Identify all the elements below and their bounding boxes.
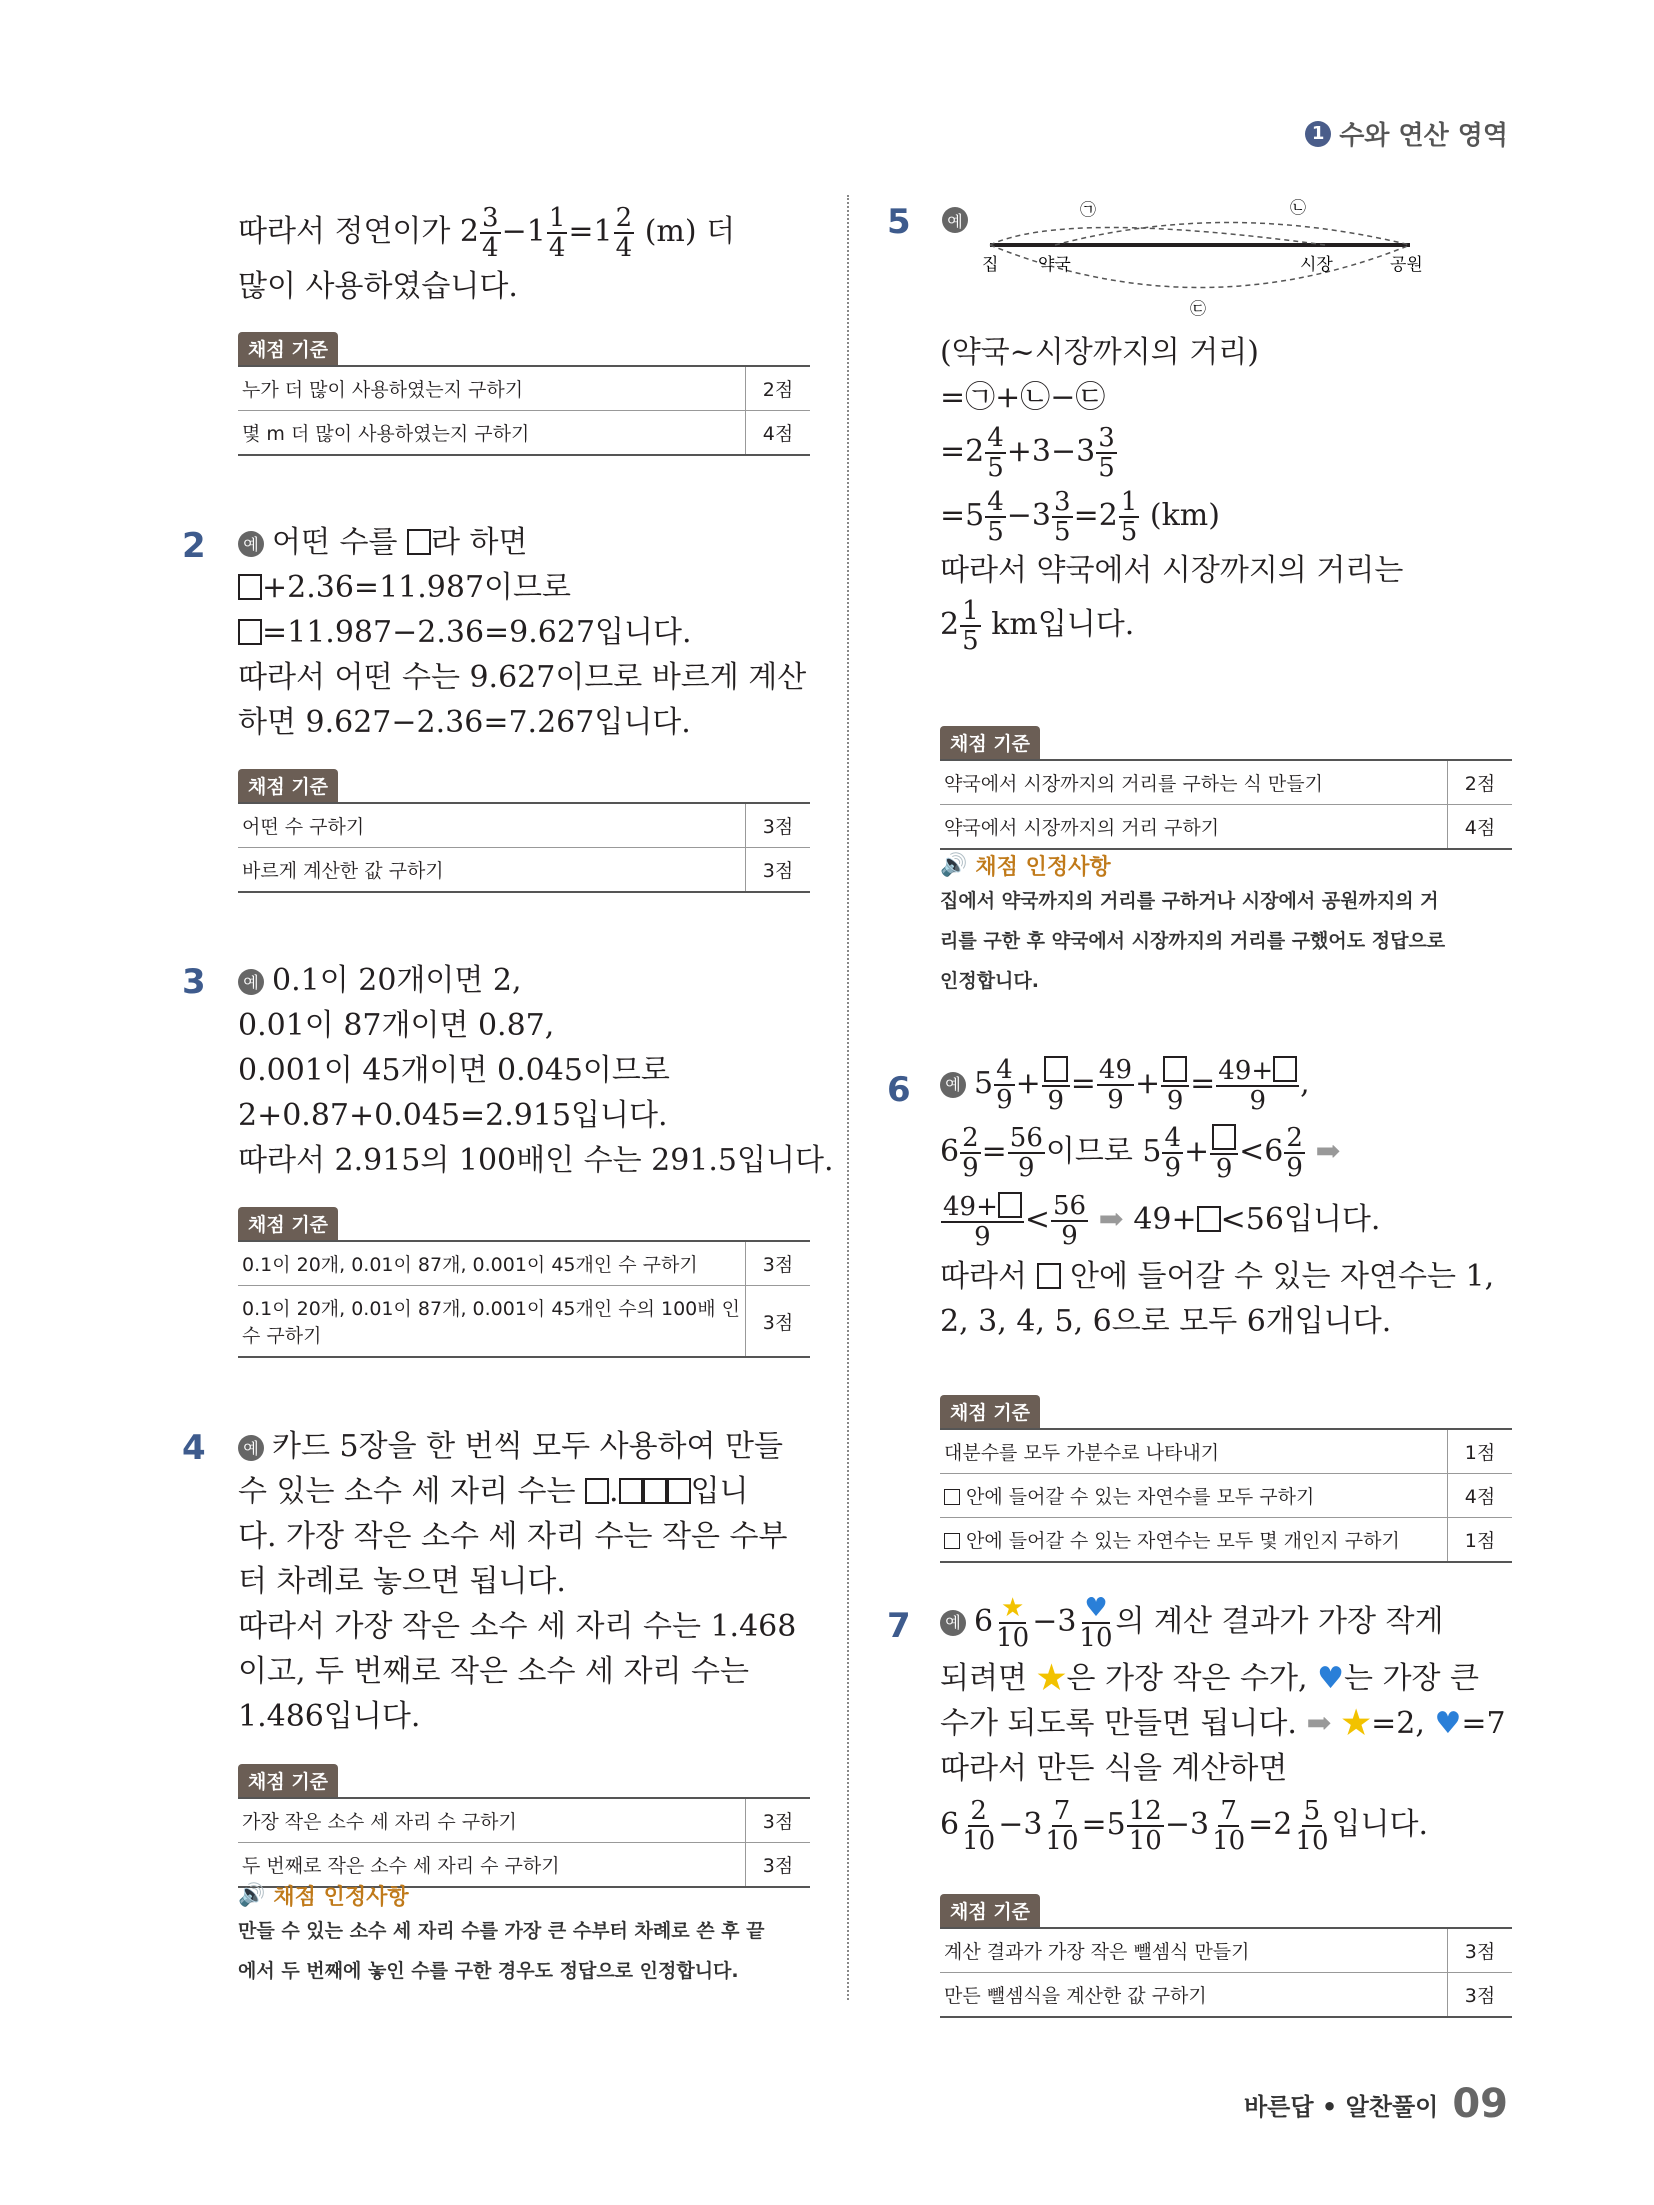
table-row: 가장 작은 소수 세 자리 수 구하기 3점 [238,1798,810,1843]
table-row: 대분수를 모두 가분수로 나타내기 1점 [940,1429,1512,1474]
table-row: 누가 더 많이 사용하였는지 구하기 2점 [238,366,810,411]
table-row: 몇 m 더 많이 사용하였는지 구하기 4점 [238,411,810,456]
q6-solution: 예 5 $\frac{4}{9}$ + 9 = $\frac{49}{9}$ + 9 = $\frac{49+}{9}$ , 6 $\frac{2}{9}$ = $\frac{56}{9}$ 이므로 5 $\frac{4}{9}$ + 9 <6 $\frac{2}{9}$ ➡ $\frac{49+}{9}$ < $\frac{56}{9}$ ➡ 49+ <56입니다. 따라서 안에 들어갈 수 있는 자연수는 1, 2, 3, 4, 5, 6으로 모두 6개입니다. [940,1055,1495,1339]
q5-criteria: 채점 기준 약국에서 시장까지의 거리를 구하는 식 만들기 2점 약국에서 시장까지의 거리 구하기 4점 [940,726,1512,850]
table-row: 안에 들어갈 수 있는 자연수는 모두 몇 개인지 구하기 1점 [940,1518,1512,1563]
label-market: 시장 [1300,255,1333,275]
star-icon: ★ [1036,1661,1067,1696]
table-row: 바르게 계산한 값 구하기 3점 [238,848,810,893]
distance-diagram [980,190,1440,330]
q4-solution: 예 카드 5장을 한 번씩 모두 사용하여 만들 수 있는 소수 세 자리 수는 . 입니 다. 가장 작은 소수 세 자리 수는 작은 수부 터 차례로 놓으면 됩니다. 따라서 가장 작은 소수 세 자리 수는 1.468 이고, 두 번째로 작은 소수 세 자리 수는 1.486입니다. [238,1429,797,1734]
footer-label: 바른답 • 알찬풀이 [1243,2092,1439,2121]
q7-solution: 예 6 $\frac{★}{10}$ −3 $\frac{♥}{10}$ 의 계산 결과가 가장 작게 되려면 ★은 가장 작은 수가, ♥는 가장 큰 수가 되도록 만들면 됩니다. ➡ ★=2, ♥=7 따라서 만든 식을 계산하면 6 $\frac{2}{10}$ −3 $\frac{7}{10}$ =5 $\frac{12}{10}$ −3 $\frac{7}{10}$ =2 $\frac{5}{10}$ 입니다. [940,1593,1506,1856]
q5-recognition: 🔊 채점 인정사항 집에서 약국까지의 거리를 구하거나 시장에서 공원까지의 거 리를 구한 후 약국에서 시장까지의 거리를 구했어도 정답으로 인정합니다. [940,853,1446,992]
label-b: ㉡ [1290,198,1307,217]
q7-criteria: 채점 기준 계산 결과가 가장 작은 뺄셈식 만들기 3점 만든 뺄셈식을 계산한 값 구하기 3점 [940,1894,1512,2018]
question-number: 5 [887,202,911,242]
arrow-right-icon: ➡ [1306,1706,1332,1741]
label-a: ㉠ [1080,200,1097,219]
q3-solution: 예 0.1이 20개이면 2, 0.01이 87개이면 0.87, 0.001이 45개이면 0.045이므로 2+0.87+0.045=2.915입니다. 따라서 2.915의 100배인 수는 291.5입니다. [238,963,834,1178]
label-home: 집 [982,255,999,275]
page-number: 09 [1452,2081,1508,2127]
q2-criteria: 채점 기준 어떤 수 구하기 3점 바르게 계산한 값 구하기 3점 [238,769,810,893]
table-row: 어떤 수 구하기 3점 [238,803,810,848]
q4-recognition: 🔊 채점 인정사항 만들 수 있는 소수 세 자리 수를 가장 큰 수부터 차례로 쓴 후 끝 에서 두 번째에 놓인 수를 구한 경우도 정답으로 인정합니다. [238,1883,765,1982]
q3-criteria: 채점 기준 0.1이 20개, 0.01이 87개, 0.001이 45개인 수 구하기 3점 0.1이 20개, 0.01이 87개, 0.001이 45개인 수의 100배 인 수 구하기 3점 [238,1207,810,1358]
arrow-right-icon: ➡ [1098,1202,1124,1237]
q4-criteria: 채점 기준 가장 작은 소수 세 자리 수 구하기 3점 두 번째로 작은 소수 세 자리 수 구하기 3점 [238,1764,810,1888]
section-title: 수와 연산 영역 [1339,121,1508,151]
question-number: 6 [887,1070,911,1110]
question-number: 2 [182,526,206,566]
arrow-right-icon: ➡ [1315,1134,1341,1169]
table-row: 계산 결과가 가장 작은 뺄셈식 만들기 3점 [940,1928,1512,1973]
question-number: 7 [887,1606,911,1646]
heart-icon: ♥ [1317,1661,1344,1696]
criteria-tag: 채점 기준 [238,332,338,365]
speaker-icon: 🔊 [940,853,968,878]
table-row: 약국에서 시장까지의 거리를 구하는 식 만들기 2점 [940,760,1512,805]
label-park: 공원 [1390,255,1423,275]
speaker-icon: 🔊 [238,1883,266,1908]
table-row: 만든 뺄셈식을 계산한 값 구하기 3점 [940,1973,1512,2018]
label-c: ㉢ [1190,299,1207,318]
table-row: 두 번째로 작은 소수 세 자리 수 구하기 3점 [238,1843,810,1888]
label-pharmacy: 약국 [1038,255,1071,275]
q6-criteria: 채점 기준 대분수를 모두 가분수로 나타내기 1점 안에 들어갈 수 있는 자연수를 모두 구하기 4점 안에 들어갈 수 있는 자연수는 모두 몇 개인지 구하기 1점 [940,1395,1512,1563]
table-row: 안에 들어갈 수 있는 자연수를 모두 구하기 4점 [940,1474,1512,1518]
section-header [1305,115,1508,152]
question-number: 3 [182,962,206,1002]
q1-criteria [238,332,810,456]
column-divider [847,195,849,2000]
example-mark: 예 [238,531,264,557]
page-footer [1244,2081,1508,2127]
section-number: 1 [1305,121,1331,147]
table-row: 0.1이 20개, 0.01이 87개, 0.001이 45개인 수의 100배 인 수 구하기 3점 [238,1286,810,1358]
q2-solution: 예 어떤 수를 라 하면 +2.36=11.987이므로 =11.987−2.36=9.627입니다. 따라서 어떤 수는 9.627이므로 바르게 계산 하면 9.627−2.36=7.267입니다. [238,525,807,740]
q1-solution: 따라서 정연이가 2 $\frac{3}{4}$ −1 $\frac{1}{4}$ =1 $\frac{2}{4}$ (m) 더 많이 사용하였습니다. [238,203,736,304]
q5-solution: (약국~시장까지의 거리) =㉠+㉡−㉢ =2 $\frac{4}{5}$ +3−3 $\frac{3}{5}$ =5 $\frac{4}{5}$ −3 $\frac{3}{5}$ =2 $\frac{1}{5}$ (km) 따라서 약국에서 시장까지의 거리는 2 $\frac{1}{5}$ km입니다. [940,335,1404,656]
table-row: 약국에서 시장까지의 거리 구하기 4점 [940,805,1512,850]
criteria-table [238,365,810,456]
table-row: 0.1이 20개, 0.01이 87개, 0.001이 45개인 수 구하기 3점 [238,1241,810,1286]
question-number: 4 [182,1428,206,1468]
